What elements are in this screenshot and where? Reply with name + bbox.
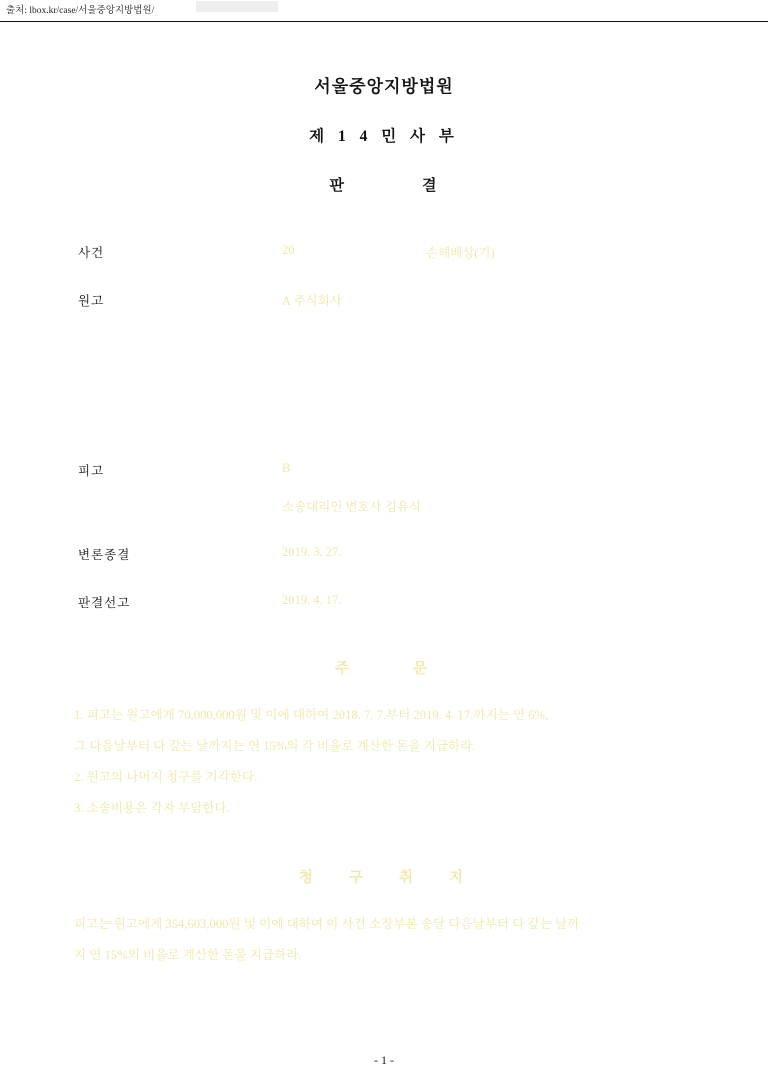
meta-value-defendant: B bbox=[282, 461, 291, 475]
claim-heading-char: 지 bbox=[449, 870, 470, 886]
meta-label-defendant: 피고 bbox=[78, 464, 105, 478]
order-heading-left: 주 bbox=[334, 661, 355, 677]
order-heading-right: 문 bbox=[413, 661, 434, 677]
meta-label-case: 사건 bbox=[78, 246, 105, 260]
meta-row-defendant bbox=[78, 461, 768, 483]
meta-label-judgment-date: 판결선고 bbox=[78, 596, 131, 610]
meta-value-case-type: 손해배상(기) bbox=[426, 246, 495, 260]
claim-heading-char: 구 bbox=[348, 870, 369, 886]
document-page bbox=[0, 22, 768, 1086]
redaction-smudge bbox=[196, 1, 278, 12]
document-kind bbox=[0, 174, 768, 195]
claim-line: 지 연 15%의 비율로 계산한 돈을 지급하라. bbox=[74, 948, 302, 962]
meta-row-case bbox=[78, 243, 768, 265]
meta-row-judgment-date bbox=[78, 593, 768, 615]
document-kind-right: 결 bbox=[422, 178, 439, 194]
meta-value-judgment-date: 2019. 4. 17. bbox=[282, 593, 342, 607]
source-bar bbox=[0, 0, 768, 22]
claim-section-heading bbox=[0, 866, 768, 887]
meta-value-case-number: 20 bbox=[282, 243, 295, 257]
meta-value-closing-argument-date: 2019. 3. 27. bbox=[282, 545, 342, 559]
meta-value-defendant-counsel: 소송대리인 변호사 김유식 bbox=[282, 500, 422, 514]
meta-value-plaintiff: A 주식회사 bbox=[282, 294, 342, 308]
order-line: 3. 소송비용은 각자 부담한다. bbox=[74, 801, 230, 815]
order-section-heading bbox=[0, 657, 768, 678]
document-kind-left: 판 bbox=[329, 178, 346, 194]
meta-label-plaintiff: 원고 bbox=[78, 294, 105, 308]
meta-label-closing-argument-date: 변론종결 bbox=[78, 548, 131, 562]
order-line: 그 다음날부터 다 갚는 날까지는 연 15%의 각 비율로 계산한 돈을 지급하라. bbox=[74, 739, 476, 753]
division-title: 제 1 4 민 사 부 bbox=[309, 128, 459, 145]
meta-row-plaintiff bbox=[78, 291, 768, 313]
claim-text-block bbox=[0, 909, 768, 971]
meta-row-closing-argument-date bbox=[78, 545, 768, 567]
court-title: 서울중앙지방법원 bbox=[314, 77, 454, 96]
source-url-text: 출처: lbox.kr/case/서울중앙지방법원/ bbox=[6, 6, 155, 16]
meta-row-defendant-counsel bbox=[78, 497, 768, 519]
claim-heading-char: 취 bbox=[399, 870, 420, 886]
order-line: 2. 원고의 나머지 청구를 기각한다. bbox=[74, 770, 258, 784]
order-line: 1. 피고는 원고에게 70,000,000원 및 이에 대하여 2018. 7. 7.부터 2019. 4. 17.까지는 연 6%, bbox=[74, 708, 549, 722]
order-text-block bbox=[0, 700, 768, 824]
claim-heading-char: 청 bbox=[298, 870, 319, 886]
case-meta-block bbox=[0, 243, 768, 615]
page-number: - 1 - bbox=[374, 1053, 394, 1067]
claim-line: 피고는 원고에게 354,603,000원 및 이에 대하여 이 사건 소장부본 송달 다음날부터 다 갚는 날까 bbox=[74, 917, 580, 931]
